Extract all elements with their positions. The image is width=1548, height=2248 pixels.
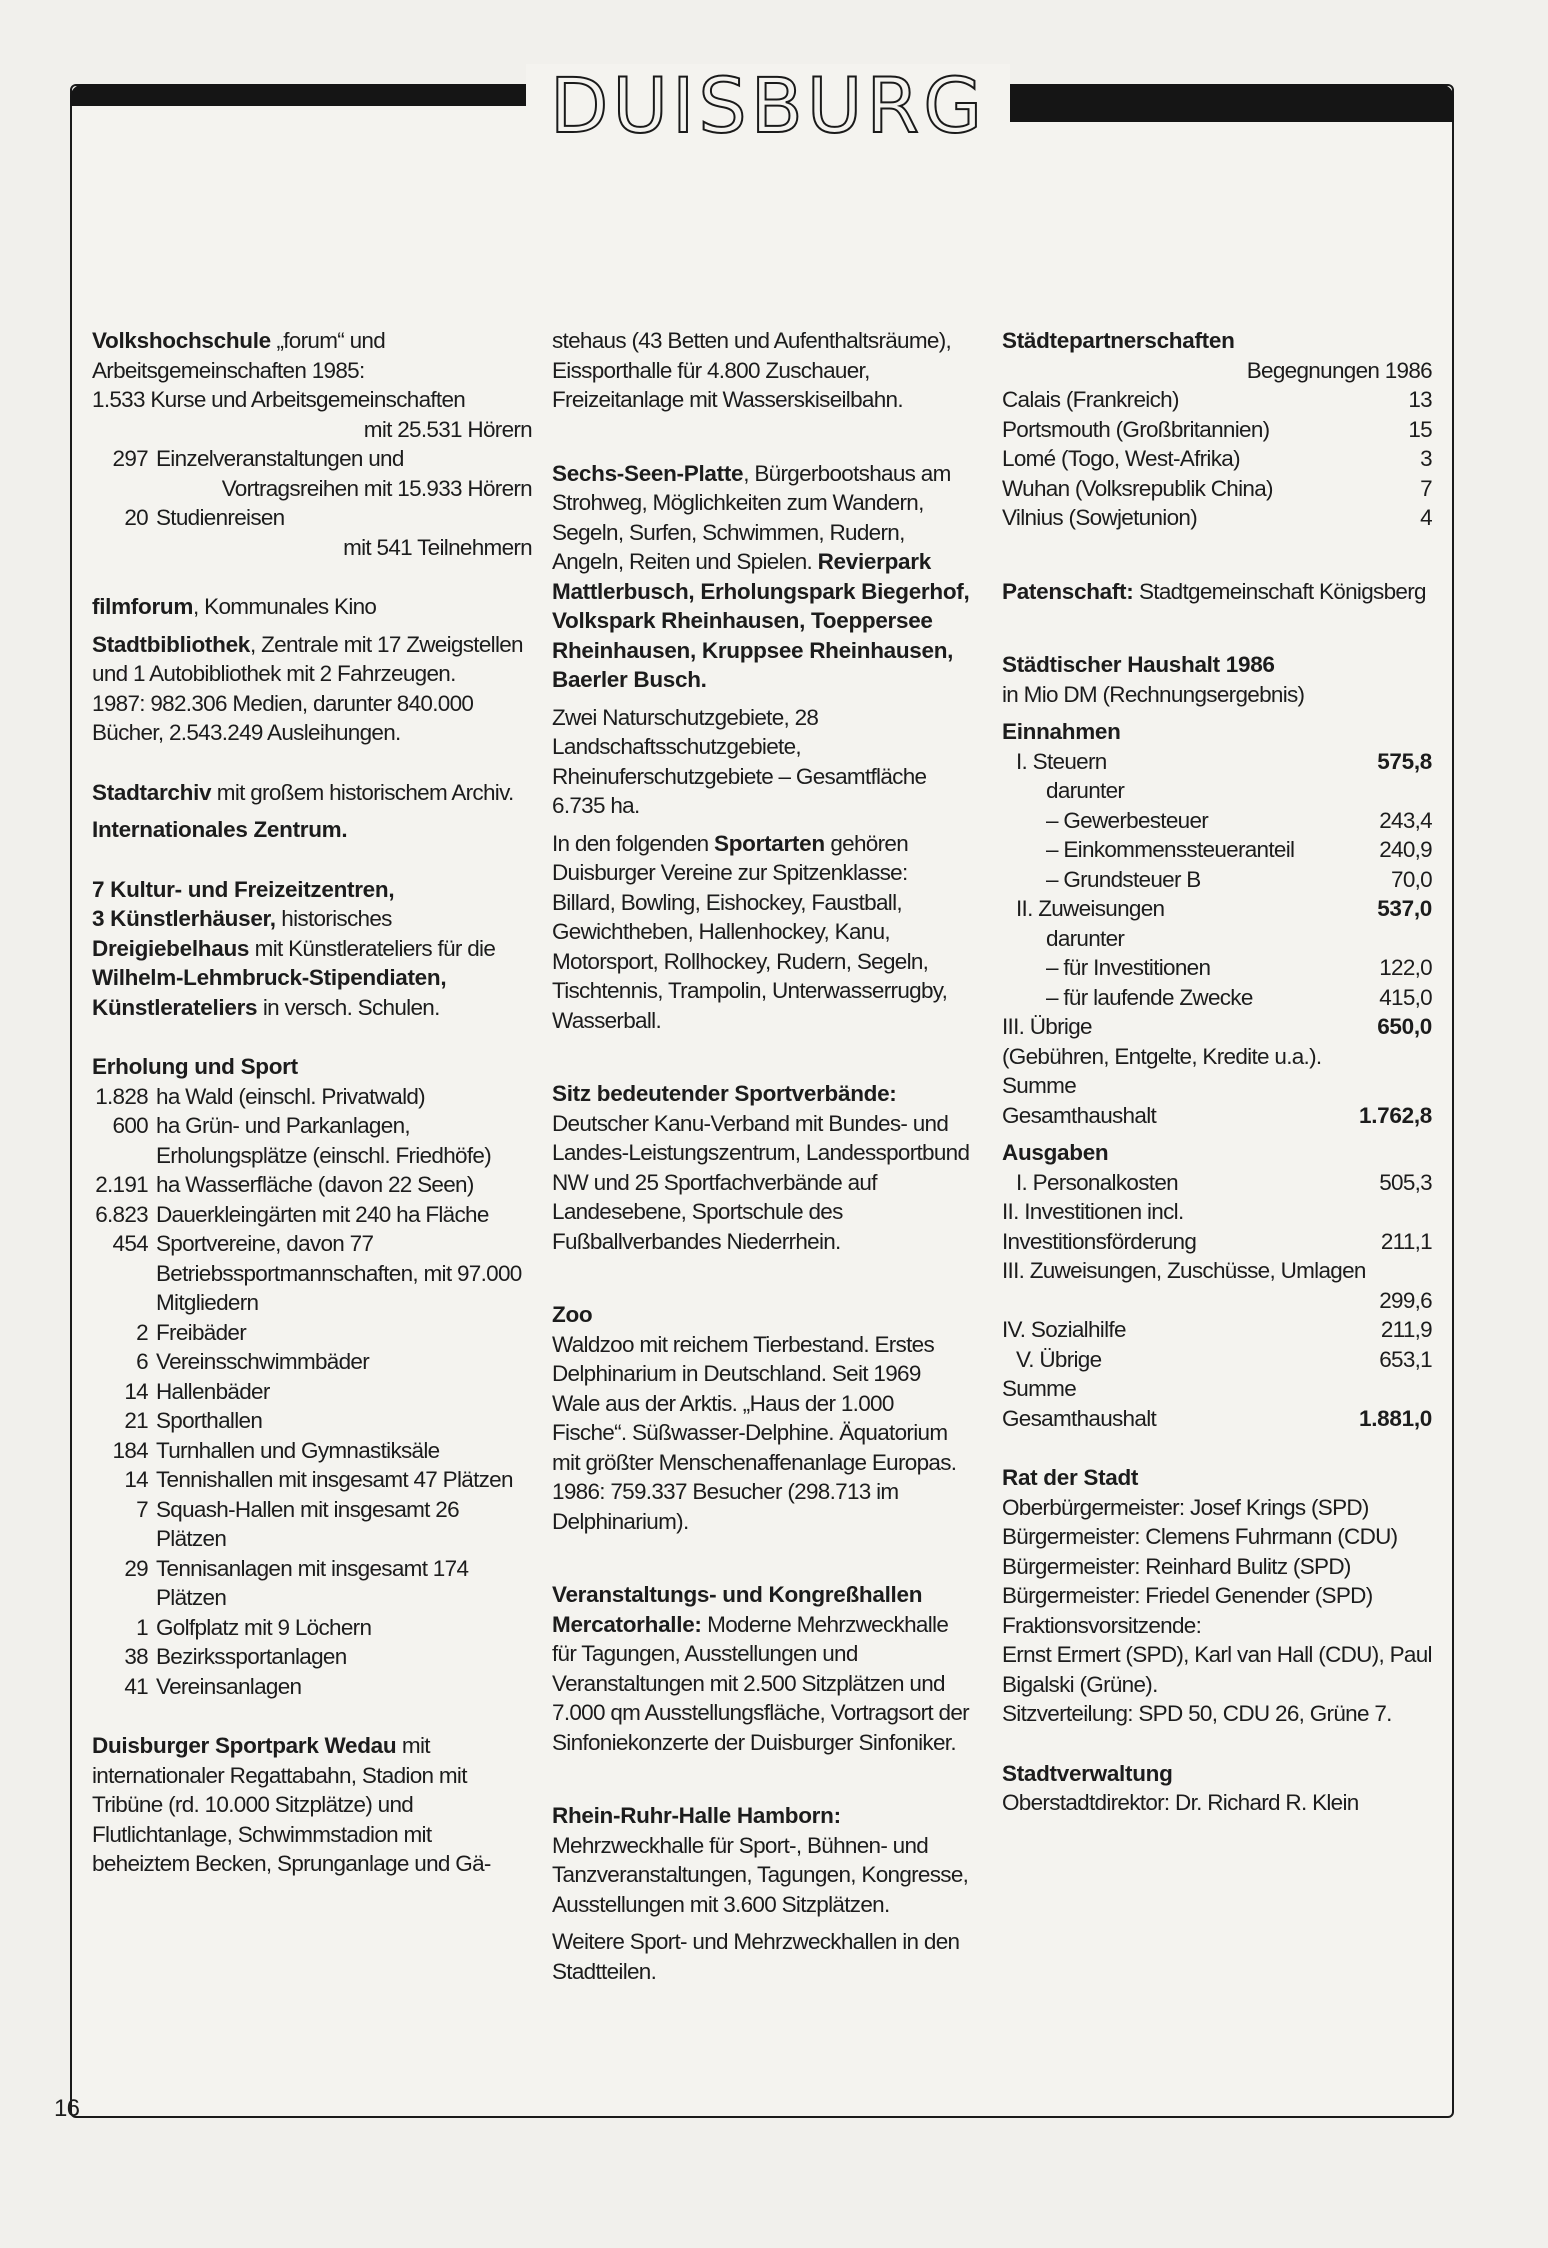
archiv-paragraph: Stadtarchiv mit großem historischem Archiv.: [92, 779, 514, 805]
ausgaben-heading: Ausgaben: [1002, 1140, 1109, 1165]
verbaende-paragraph: Deutscher Kanu-Verband mit Bundes- und Landes-Leistungszentrum, Landessportbund NW und 25 Sportfachverbände auf Landesebene, Sportschule des Fußballverbandes Niederrhein.: [552, 1110, 970, 1254]
stat-row: 14 Hallenbäder: [124, 1378, 270, 1404]
vhs-events: 297 Einzelveranstaltungen und: [112, 446, 404, 471]
hallen-heading: Veranstaltungs- und Kongreßhallen: [552, 1582, 923, 1607]
darunter-label-2: darunter: [1046, 925, 1125, 951]
page-number: 16: [54, 2095, 80, 2122]
stat-row: 1.828 ha Wald (einschl. Privatwald): [95, 1083, 425, 1109]
ausgaben-zuschuss-label: III. Zuweisungen, Zuschüsse, Umlagen: [1002, 1258, 1366, 1283]
stat-row: 184 Turnhallen und Gymnastiksäle: [112, 1437, 440, 1463]
paten-paragraph: Patenschaft: Stadtgemeinschaft Königsberg: [1002, 578, 1426, 604]
uebrige-note: (Gebühren, Entgelte, Kredite u.a.).: [1002, 1043, 1322, 1069]
vhs-name: Volkshochschule: [92, 328, 271, 353]
erholung-heading: Erholung und Sport: [92, 1054, 298, 1079]
vhs-trips-2: mit 541 Teilnehmern: [343, 534, 532, 560]
partner-row: Portsmouth (Großbritannien) 15: [1002, 416, 1432, 442]
vhs-courses: 1.533 Kurse und Arbeitsgemeinschaften: [92, 387, 466, 412]
vhs-text: „forum“ und Arbeitsgemeinschaften 1985:: [92, 328, 386, 383]
stat-row: 29 Tennisanlagen mit insgesamt 174 Plätzen: [124, 1555, 469, 1610]
mercator-paragraph: Mercatorhalle: Moderne Mehrzweckhalle für Tagungen, Ausstellungen und Veranstaltungen mit 2.500 Sitzplätzen und 7.000 qm Ausstellungsfläche, Vortragsort der Sinfoniekonzerte der Duisburger Sinfoniker.: [552, 1611, 969, 1755]
column-middle: [552, 326, 970, 1986]
natur-paragraph: Zwei Naturschutzgebiete, 28 Landschaftsschutzgebiete, Rheinuferschutzgebiete – Gesamtfläche 6.735 ha.: [552, 704, 927, 818]
stat-row: 7 Squash-Hallen mit insgesamt 26 Plätzen: [136, 1496, 459, 1551]
einnahmen-uebrige: III. Übrige 650,0: [1002, 1014, 1432, 1039]
darunter-label: darunter: [1046, 778, 1125, 803]
stat-row: 2.191 ha Wasserfläche (davon 22 Seen): [95, 1172, 474, 1197]
partner-heading: Städtepartnerschaften: [1002, 328, 1235, 353]
vhs-courses-2: mit 25.531 Hörern: [363, 416, 532, 442]
partner-list: [1002, 385, 1432, 533]
rat-line: Bürgermeister: Clemens Fuhrmann (CDU): [1002, 1524, 1398, 1549]
filmforum-paragraph: filmforum, Kommunales Kino: [92, 594, 377, 619]
ausgaben-sozial: IV. Sozialhilfe 211,9: [1002, 1317, 1432, 1342]
gaestehaus-paragraph: stehaus (43 Betten und Aufenthaltsräume), Eissporthalle für 4.800 Zuschauer, Freizeitanlage mit Wasserskiseilbahn.: [552, 328, 952, 412]
haushalt-sub: in Mio DM (Rechnungsergebnis): [1002, 681, 1305, 707]
einnahmen-heading: Einnahmen: [1002, 719, 1121, 744]
stat-row: 600 ha Grün- und Parkanlagen, Erholungsplätze (einschl. Friedhöfe): [112, 1113, 491, 1168]
stat-row: 21 Sporthallen: [124, 1408, 263, 1433]
stat-row: 14 Tennishallen mit insgesamt 47 Plätzen: [124, 1467, 513, 1492]
kultur-paragraph: 7 Kultur- und Freizeitzentren, 3 Künstlerhäuser, historisches Dreigiebelhaus mit Künstlerateliers für die Wilhelm-Lehmbruck-Stipendiaten, Künstlerateliers in versch. Schulen.: [92, 876, 496, 1020]
vhs-trips: 20 Studienreisen: [124, 505, 285, 530]
partner-subheading: Begegnungen 1986: [1246, 357, 1432, 383]
einnahmen-total: Gesamthaushalt 1.762,8: [1002, 1102, 1432, 1128]
einnahmen-laufend: – für laufende Zwecke 415,0: [1046, 984, 1432, 1010]
ausgaben-personal: I. Personalkosten 505,3: [1016, 1169, 1432, 1195]
zoo-paragraph: Waldzoo mit reichem Tierbestand. Erstes Delphinarium in Deutschland. Seit 1969 Wale aus der Arktis. „Haus der 1.000 Fische“. Süßwasser-Delphine. Äquatorium mit größter Menschenaffenanlage Europas. 1986: 759.337 Besucher (298.713 im Delphinarium).: [552, 1331, 957, 1534]
partner-row: Lomé (Togo, West-Afrika) 3: [1002, 446, 1432, 471]
einnahmen-steuern: I. Steuern 575,8: [1016, 748, 1432, 774]
zoo-heading: Zoo: [552, 1302, 593, 1327]
rat-line: Bürgermeister: Friedel Genender (SPD): [1002, 1583, 1373, 1608]
einnahmen-einkommen: – Einkommenssteueranteil 240,9: [1046, 837, 1432, 862]
stat-row: 2 Freibäder: [136, 1319, 246, 1345]
sportpark-paragraph: Duisburger Sportpark Wedau mit internationaler Regattabahn, Stadion mit Tribüne (rd. 10.000 Sitzplätze) und Flutlichtanlage, Schwimmstadion mit beheiztem Becken, Sprunganlage und Gä-: [92, 1733, 491, 1876]
verwaltung-heading: Stadtverwaltung: [1002, 1760, 1173, 1786]
stat-row: 41 Vereinsanlagen: [124, 1673, 302, 1699]
header-bar-left: [70, 84, 532, 106]
rat-line: Oberbürgermeister: Josef Krings (SPD): [1002, 1494, 1369, 1520]
sportarten-paragraph: In den folgenden Sportarten gehören Duisburger Vereine zur Spitzenklasse: Billard, Bowling, Eishockey, Faustball, Gewichtheben, Hallenhockey, Kanu, Motorsport, Rollhockey, Rudern, Segeln, Tischtennis, Trampolin, Unterwasserrugby, Wasserball.: [552, 830, 948, 1033]
stat-row: 38 Bezirkssportanlagen: [124, 1644, 347, 1669]
column-left: [92, 326, 532, 1879]
verbaende-heading: Sitz bedeutender Sportverbände:: [552, 1081, 897, 1106]
stat-row: 6 Vereinsschwimmbäder: [136, 1349, 370, 1374]
rat-heading: Rat der Stadt: [1002, 1465, 1139, 1490]
ausgaben-zuschuss-value: 299,6: [1379, 1287, 1432, 1313]
ausgaben-uebrige: V. Übrige 653,1: [1016, 1346, 1432, 1372]
partner-row: Calais (Frankreich) 13: [1002, 387, 1432, 412]
header-bar-right: [1002, 84, 1454, 122]
rat-line: Fraktionsvorsitzende:: [1002, 1612, 1202, 1638]
intl-heading: Internationales Zentrum.: [92, 817, 348, 842]
rrh-paragraph: Rhein-Ruhr-Halle Hamborn: Mehrzweckhalle für Sport-, Bühnen- und Tanzveranstaltungen, Tagungen, Kongresse, Ausstellungen mit 3.600 Sitzplätzen.: [552, 1803, 969, 1917]
vhs-events-2: Vortragsreihen mit 15.933 Hörern: [221, 475, 532, 501]
rat-line: Sitzverteilung: SPD 50, CDU 26, Grüne 7.: [1002, 1701, 1392, 1726]
page-title: DUISBURG: [526, 64, 1010, 148]
einnahmen-zuweisungen: II. Zuweisungen 537,0: [1016, 896, 1432, 921]
bib-paragraph-2: 1987: 982.306 Medien, darunter 840.000 Bücher, 2.543.249 Ausleihungen.: [92, 690, 474, 745]
einnahmen-gewerbe: – Gewerbesteuer 243,4: [1046, 807, 1432, 833]
rat-line: Bürgermeister: Reinhard Bulitz (SPD): [1002, 1553, 1351, 1579]
partner-row: Vilnius (Sowjetunion) 4: [1002, 505, 1432, 530]
bib-paragraph: Stadtbibliothek, Zentrale mit 17 Zweigstellen und 1 Autobibliothek mit 2 Fahrzeugen.: [92, 631, 523, 686]
einnahmen-grund: – Grundsteuer B 70,0: [1046, 866, 1432, 892]
ausgaben-summe: Summe: [1002, 1376, 1077, 1401]
seen-paragraph: Sechs-Seen-Platte, Bürgerbootshaus am Strohweg, Möglichkeiten zum Wandern, Segeln, Surfen, Schwimmen, Rudern, Angeln, Reiten und Spielen. Revierpark Mattlerbusch, Erholungspark Biegerhof, Volkspark Rheinhausen, Toeppersee Rheinhausen, Kruppsee Rheinhausen, Baerler Busch.: [552, 460, 970, 692]
ausgaben-invest: II. Investitionen incl. Investitionsförderung 211,1: [1002, 1199, 1432, 1254]
einnahmen-summe: Summe: [1002, 1073, 1077, 1098]
partner-row: Wuhan (Volksrepublik China) 7: [1002, 475, 1432, 501]
column-right: [1002, 326, 1432, 1818]
stat-row: 1 Golfplatz mit 9 Löchern: [136, 1614, 372, 1640]
haushalt-heading: Städtischer Haushalt 1986: [1002, 652, 1275, 677]
stat-row: 6.823 Dauerkleingärten mit 240 ha Fläche: [95, 1201, 489, 1227]
weitere-paragraph: Weitere Sport- und Mehrzweckhallen in den Stadtteilen.: [552, 1929, 960, 1984]
stats-list: [92, 1082, 532, 1702]
verwaltung-text: Oberstadtdirektor: Dr. Richard R. Klein: [1002, 1790, 1359, 1815]
vhs-paragraph: [92, 326, 532, 385]
stat-row: 454 Sportvereine, davon 77 Betriebssportmannschaften, mit 97.000 Mitgliedern: [112, 1231, 522, 1315]
rat-line: Ernst Ermert (SPD), Karl van Hall (CDU), Paul Bigalski (Grüne).: [1002, 1642, 1432, 1697]
rat-list: [1002, 1493, 1432, 1729]
ausgaben-total: Gesamthaushalt 1.881,0: [1002, 1405, 1432, 1431]
einnahmen-invest: – für Investitionen 122,0: [1046, 955, 1432, 980]
